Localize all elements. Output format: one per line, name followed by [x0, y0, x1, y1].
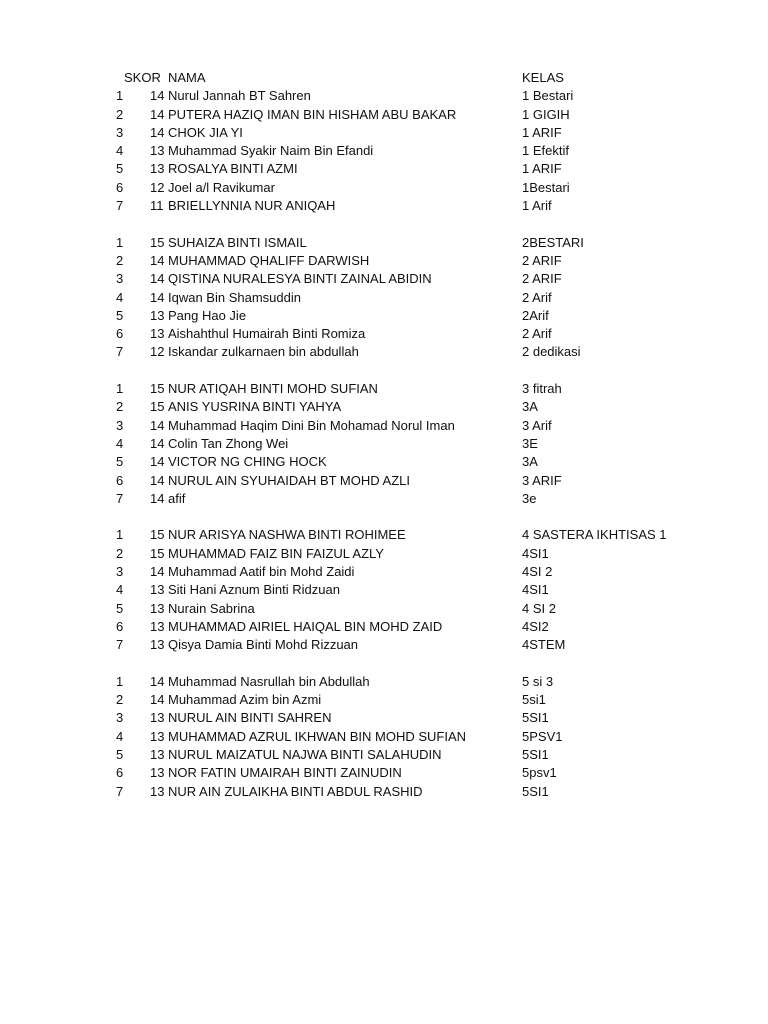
header-skor: SKOR [124, 70, 161, 85]
score-cell: 14 [150, 564, 165, 580]
score-cell: 13 [150, 710, 165, 726]
score-cell: 13 [150, 161, 165, 177]
ranking-group [0, 87, 768, 215]
table-row [0, 289, 768, 307]
rank-cell: 7 [116, 344, 124, 360]
header-nama: NAMA [168, 70, 206, 85]
class-cell: 5SI1 [522, 710, 549, 726]
table-row [0, 673, 768, 691]
table-row [0, 160, 768, 178]
rank-cell: 4 [116, 143, 124, 159]
name-cell: Nurain Sabrina [168, 600, 255, 616]
table-row [0, 453, 768, 471]
rank-cell: 1 [116, 234, 124, 250]
rank-cell: 4 [116, 435, 124, 451]
class-cell: 1 Arif [522, 198, 552, 214]
name-cell: Aishahthul Humairah Binti Romiza [168, 326, 366, 342]
table-row [0, 87, 768, 105]
class-cell: 4SI2 [522, 618, 549, 634]
score-cell: 13 [150, 582, 165, 598]
score-cell: 14 [150, 252, 165, 268]
table-row [0, 270, 768, 288]
score-cell: 15 [150, 381, 165, 397]
rank-cell: 5 [116, 307, 124, 323]
table-row [0, 343, 768, 361]
rank-cell: 3 [116, 564, 124, 580]
score-cell: 14 [150, 417, 165, 433]
score-cell: 13 [150, 600, 165, 616]
class-cell: 2 dedikasi [522, 344, 581, 360]
table-row [0, 398, 768, 416]
name-cell: Iqwan Bin Shamsuddin [168, 289, 301, 305]
class-cell: 1 Bestari [522, 88, 574, 104]
class-cell: 4 SASTERA IKHTISAS 1 [522, 527, 667, 543]
rank-cell: 7 [116, 490, 124, 506]
score-cell: 13 [150, 765, 165, 781]
score-cell: 11 [150, 198, 164, 214]
rank-cell: 7 [116, 637, 124, 653]
table-row [0, 197, 768, 215]
name-cell: MUHAMMAD AIRIEL HAIQAL BIN MOHD ZAID [168, 618, 443, 634]
rank-cell: 7 [116, 783, 124, 799]
table-row [0, 106, 768, 124]
table-row [0, 417, 768, 435]
ranking-groups [0, 87, 768, 801]
table-row [0, 325, 768, 343]
rank-cell: 6 [116, 472, 124, 488]
class-cell: 3e [522, 490, 537, 506]
table-row [0, 526, 768, 544]
class-cell: 5PSV1 [522, 728, 563, 744]
header-kelas: KELAS [522, 70, 564, 85]
group-spacer [0, 215, 768, 233]
class-cell: 3A [522, 399, 538, 415]
class-cell: 2Arif [522, 307, 549, 323]
rank-cell: 4 [116, 289, 124, 305]
rank-cell: 1 [116, 673, 124, 689]
class-cell: 4 SI 2 [522, 600, 556, 616]
rank-cell: 5 [116, 600, 124, 616]
header-row [0, 69, 768, 87]
rank-cell: 2 [116, 106, 124, 122]
name-cell: Joel a/l Ravikumar [168, 179, 275, 195]
score-cell: 15 [150, 234, 165, 250]
name-cell: MUHAMMAD QHALIFF DARWISH [168, 252, 370, 268]
class-cell: 3 ARIF [522, 472, 562, 488]
rank-cell: 2 [116, 252, 124, 268]
score-cell: 13 [150, 618, 165, 634]
score-cell: 13 [150, 728, 165, 744]
rank-cell: 3 [116, 710, 124, 726]
name-cell: afif [168, 490, 186, 506]
name-cell: NUR AIN ZULAIKHA BINTI ABDUL RASHID [168, 783, 423, 799]
rank-cell: 2 [116, 545, 124, 561]
rank-cell: 6 [116, 326, 124, 342]
table-row [0, 581, 768, 599]
table-row [0, 764, 768, 782]
class-cell: 2BESTARI [522, 234, 584, 250]
rank-cell: 1 [116, 88, 124, 104]
rank-cell: 5 [116, 161, 124, 177]
class-cell: 5si1 [522, 692, 546, 708]
score-cell: 13 [150, 143, 165, 159]
rank-cell: 5 [116, 454, 124, 470]
score-cell: 14 [150, 88, 165, 104]
table-row [0, 691, 768, 709]
table-row [0, 179, 768, 197]
score-cell: 15 [150, 545, 165, 561]
table-row [0, 490, 768, 508]
class-cell: 5SI1 [522, 783, 549, 799]
class-cell: 2 Arif [522, 326, 552, 342]
table-row [0, 380, 768, 398]
table-row [0, 435, 768, 453]
score-cell: 15 [150, 399, 165, 415]
score-cell: 15 [150, 527, 165, 543]
class-cell: 3 fitrah [522, 381, 562, 397]
table-row [0, 746, 768, 764]
score-cell: 13 [150, 637, 165, 653]
ranking-group [0, 380, 768, 508]
score-cell: 14 [150, 490, 165, 506]
name-cell: ANIS YUSRINA BINTI YAHYA [168, 399, 342, 415]
class-cell: 1Bestari [522, 179, 570, 195]
class-cell: 4SI1 [522, 582, 549, 598]
table-row [0, 545, 768, 563]
table-row [0, 142, 768, 160]
ranking-group [0, 673, 768, 801]
class-cell: 2 Arif [522, 289, 552, 305]
class-cell: 2 ARIF [522, 252, 562, 268]
table-row [0, 600, 768, 618]
rank-cell: 1 [116, 381, 124, 397]
name-cell: NURUL AIN BINTI SAHREN [168, 710, 332, 726]
name-cell: ROSALYA BINTI AZMI [168, 161, 298, 177]
score-cell: 14 [150, 124, 165, 140]
group-spacer [0, 508, 768, 526]
class-cell: 4SI1 [522, 545, 549, 561]
name-cell: NURUL MAIZATUL NAJWA BINTI SALAHUDIN [168, 746, 442, 762]
class-cell: 3A [522, 454, 538, 470]
score-cell: 14 [150, 435, 165, 451]
rank-cell: 2 [116, 692, 124, 708]
name-cell: NUR ATIQAH BINTI MOHD SUFIAN [168, 381, 378, 397]
group-spacer [0, 655, 768, 673]
name-cell: MUHAMMAD FAIZ BIN FAIZUL AZLY [168, 545, 384, 561]
rank-cell: 1 [116, 527, 124, 543]
class-cell: 5 si 3 [522, 673, 554, 689]
name-cell: Pang Hao Jie [168, 307, 247, 323]
ranking-group [0, 526, 768, 654]
table-row [0, 472, 768, 490]
rank-cell: 6 [116, 179, 124, 195]
name-cell: PUTERA HAZIQ IMAN BIN HISHAM ABU BAKAR [168, 106, 457, 122]
class-cell: 4SI 2 [522, 564, 553, 580]
name-cell: BRIELLYNNIA NUR ANIQAH [168, 198, 336, 214]
rank-cell: 5 [116, 746, 124, 762]
table-row [0, 728, 768, 746]
name-cell: QISTINA NURALESYA BINTI ZAINAL ABIDIN [168, 271, 432, 287]
name-cell: MUHAMMAD AZRUL IKHWAN BIN MOHD SUFIAN [168, 728, 467, 744]
score-cell: 14 [150, 106, 165, 122]
score-cell: 13 [150, 307, 165, 323]
class-cell: 3E [522, 435, 538, 451]
name-cell: Muhammad Syakir Naim Bin Efandi [168, 143, 374, 159]
name-cell: SUHAIZA BINTI ISMAIL [168, 234, 307, 250]
table-row [0, 124, 768, 142]
class-cell: 1 GIGIH [522, 106, 570, 122]
name-cell: Qisya Damia Binti Mohd Rizzuan [168, 637, 359, 653]
name-cell: Muhammad Aatif bin Mohd Zaidi [168, 564, 355, 580]
score-cell: 14 [150, 289, 165, 305]
class-cell: 5psv1 [522, 765, 557, 781]
table-row [0, 709, 768, 727]
rank-cell: 2 [116, 399, 124, 415]
table-row [0, 307, 768, 325]
name-cell: Nurul Jannah BT Sahren [168, 88, 311, 104]
score-sheet [0, 69, 768, 801]
score-cell: 14 [150, 673, 165, 689]
rank-cell: 6 [116, 765, 124, 781]
rank-cell: 7 [116, 198, 124, 214]
table-row [0, 618, 768, 636]
score-cell: 13 [150, 746, 165, 762]
table-row [0, 252, 768, 270]
rank-cell: 4 [116, 582, 124, 598]
name-cell: CHOK JIA YI [168, 124, 243, 140]
class-cell: 2 ARIF [522, 271, 562, 287]
score-cell: 14 [150, 472, 165, 488]
class-cell: 5SI1 [522, 746, 549, 762]
class-cell: 4STEM [522, 637, 566, 653]
name-cell: Siti Hani Aznum Binti Ridzuan [168, 582, 340, 598]
table-row [0, 234, 768, 252]
score-cell: 14 [150, 454, 165, 470]
table-row [0, 636, 768, 654]
rank-cell: 3 [116, 417, 124, 433]
group-spacer [0, 362, 768, 380]
score-cell: 14 [150, 692, 165, 708]
class-cell: 1 ARIF [522, 124, 562, 140]
name-cell: Iskandar zulkarnaen bin abdullah [168, 344, 359, 360]
table-row [0, 783, 768, 801]
class-cell: 1 Efektif [522, 143, 569, 159]
score-cell: 12 [150, 179, 165, 195]
name-cell: VICTOR NG CHING HOCK [168, 454, 327, 470]
ranking-group [0, 234, 768, 362]
rank-cell: 4 [116, 728, 124, 744]
name-cell: Muhammad Haqim Dini Bin Mohamad Norul Iman [168, 417, 455, 433]
rank-cell: 3 [116, 124, 124, 140]
rank-cell: 3 [116, 271, 124, 287]
name-cell: Muhammad Nasrullah bin Abdullah [168, 673, 370, 689]
name-cell: Colin Tan Zhong Wei [168, 435, 289, 451]
score-cell: 13 [150, 326, 165, 342]
name-cell: Muhammad Azim bin Azmi [168, 692, 322, 708]
table-row [0, 563, 768, 581]
class-cell: 1 ARIF [522, 161, 562, 177]
score-cell: 13 [150, 783, 165, 799]
name-cell: NURUL AIN SYUHAIDAH BT MOHD AZLI [168, 472, 410, 488]
score-cell: 14 [150, 271, 165, 287]
rank-cell: 6 [116, 618, 124, 634]
class-cell: 3 Arif [522, 417, 552, 433]
name-cell: NOR FATIN UMAIRAH BINTI ZAINUDIN [168, 765, 402, 781]
name-cell: NUR ARISYA NASHWA BINTI ROHIMEE [168, 527, 406, 543]
score-cell: 12 [150, 344, 165, 360]
